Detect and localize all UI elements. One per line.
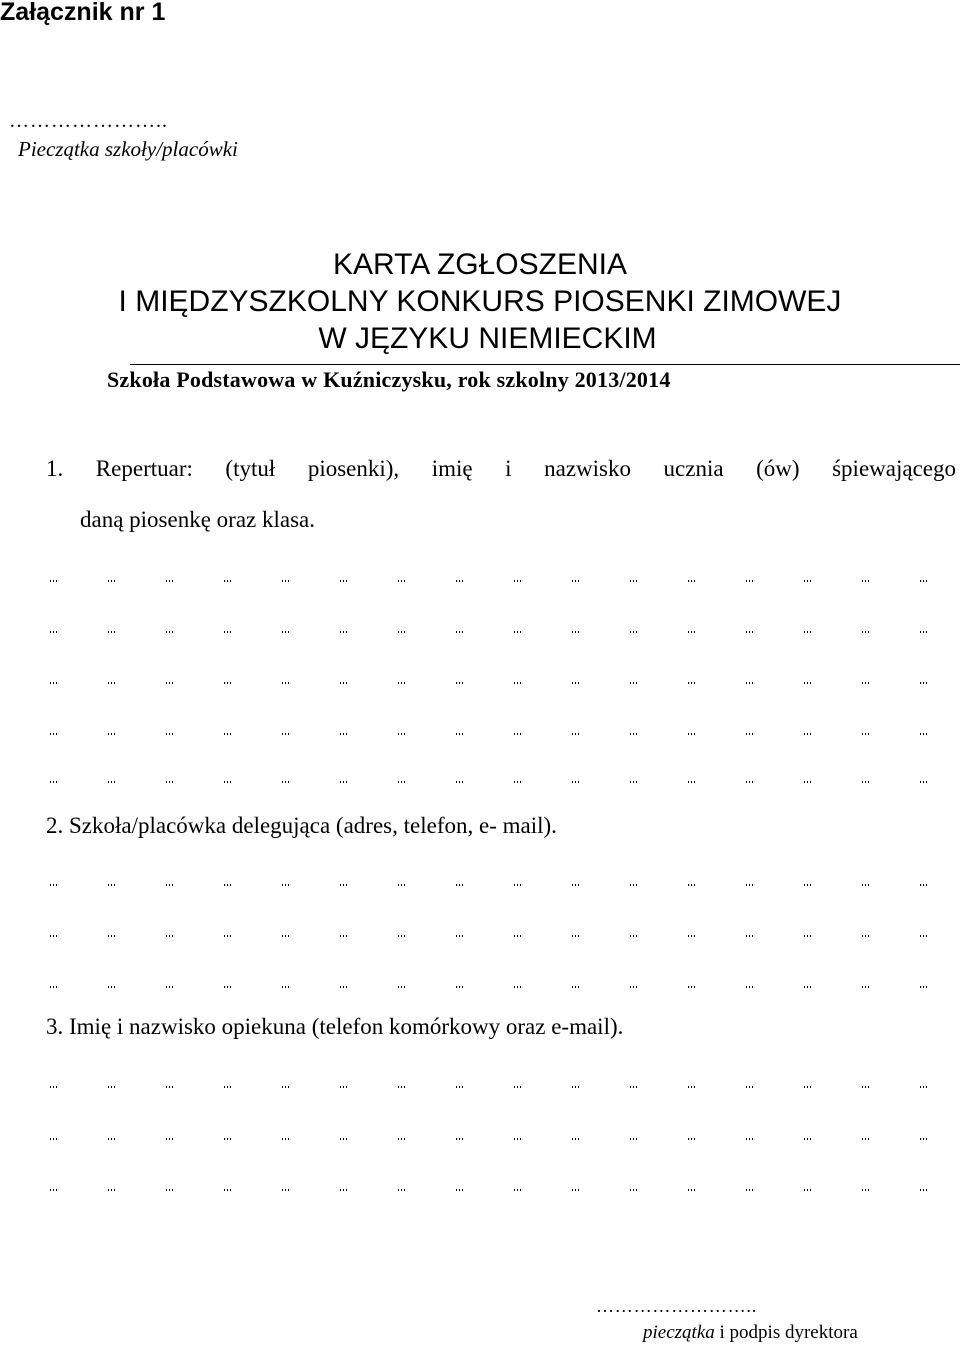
heading-line-2: I MIĘDZYSZKOLNY KONKURS PIOSENKI ZIMOWEJ bbox=[118, 285, 842, 318]
annex-title: Załącznik nr 1 bbox=[0, 0, 166, 26]
stamp-caption: Pieczątka szkoły/placówki bbox=[18, 137, 238, 161]
signature-caption-stamp: pieczątka bbox=[643, 1322, 715, 1343]
heading-rule bbox=[130, 364, 960, 365]
section-1-answer-line-3[interactable] bbox=[46, 674, 950, 684]
section-1-answer-line-1[interactable] bbox=[46, 572, 950, 582]
section-2-answer-line-1[interactable] bbox=[46, 876, 950, 886]
signature-dotted-line[interactable]: …………………….. bbox=[596, 1296, 757, 1316]
signature-caption-rest: i podpis dyrektora bbox=[714, 1322, 858, 1343]
section-3-label: 3. Imię i nazwisko opiekuna (telefon komórkowy oraz e-mail). bbox=[46, 1014, 624, 1039]
section-3-answer-line-2[interactable] bbox=[46, 1130, 950, 1140]
section-3-answer-line-1[interactable] bbox=[46, 1078, 950, 1088]
section-1-answer-line-2[interactable] bbox=[46, 623, 950, 633]
section-1-answer-line-5[interactable] bbox=[46, 773, 950, 783]
section-1-label-continued: daną piosenkę oraz klasa. bbox=[80, 507, 316, 532]
section-2-answer-line-3[interactable] bbox=[46, 978, 950, 988]
school-year-line: Szkoła Podstawowa w Kuźniczysku, rok szkolny 2013/2014 bbox=[107, 367, 671, 392]
section-2-answer-line-2[interactable] bbox=[46, 927, 950, 937]
section-1-answer-line-4[interactable] bbox=[46, 725, 950, 735]
form-heading bbox=[0, 246, 960, 357]
section-3-answer-line-3[interactable] bbox=[46, 1181, 950, 1191]
section-2-label: 2. Szkoła/placówka delegująca (adres, telefon, e- mail). bbox=[46, 813, 557, 838]
stamp-dotted-line: ………………….. bbox=[9, 110, 168, 132]
signature-caption bbox=[643, 1322, 858, 1344]
heading-line-3: W JĘZYKU NIEMIECKIM bbox=[318, 322, 657, 355]
section-1-label: 1. Repertuar: (tytuł piosenki), imię i nazwisko ucznia (ów) śpiewającego bbox=[46, 456, 956, 481]
heading-line-1: KARTA ZGŁOSZENIA bbox=[333, 248, 627, 281]
